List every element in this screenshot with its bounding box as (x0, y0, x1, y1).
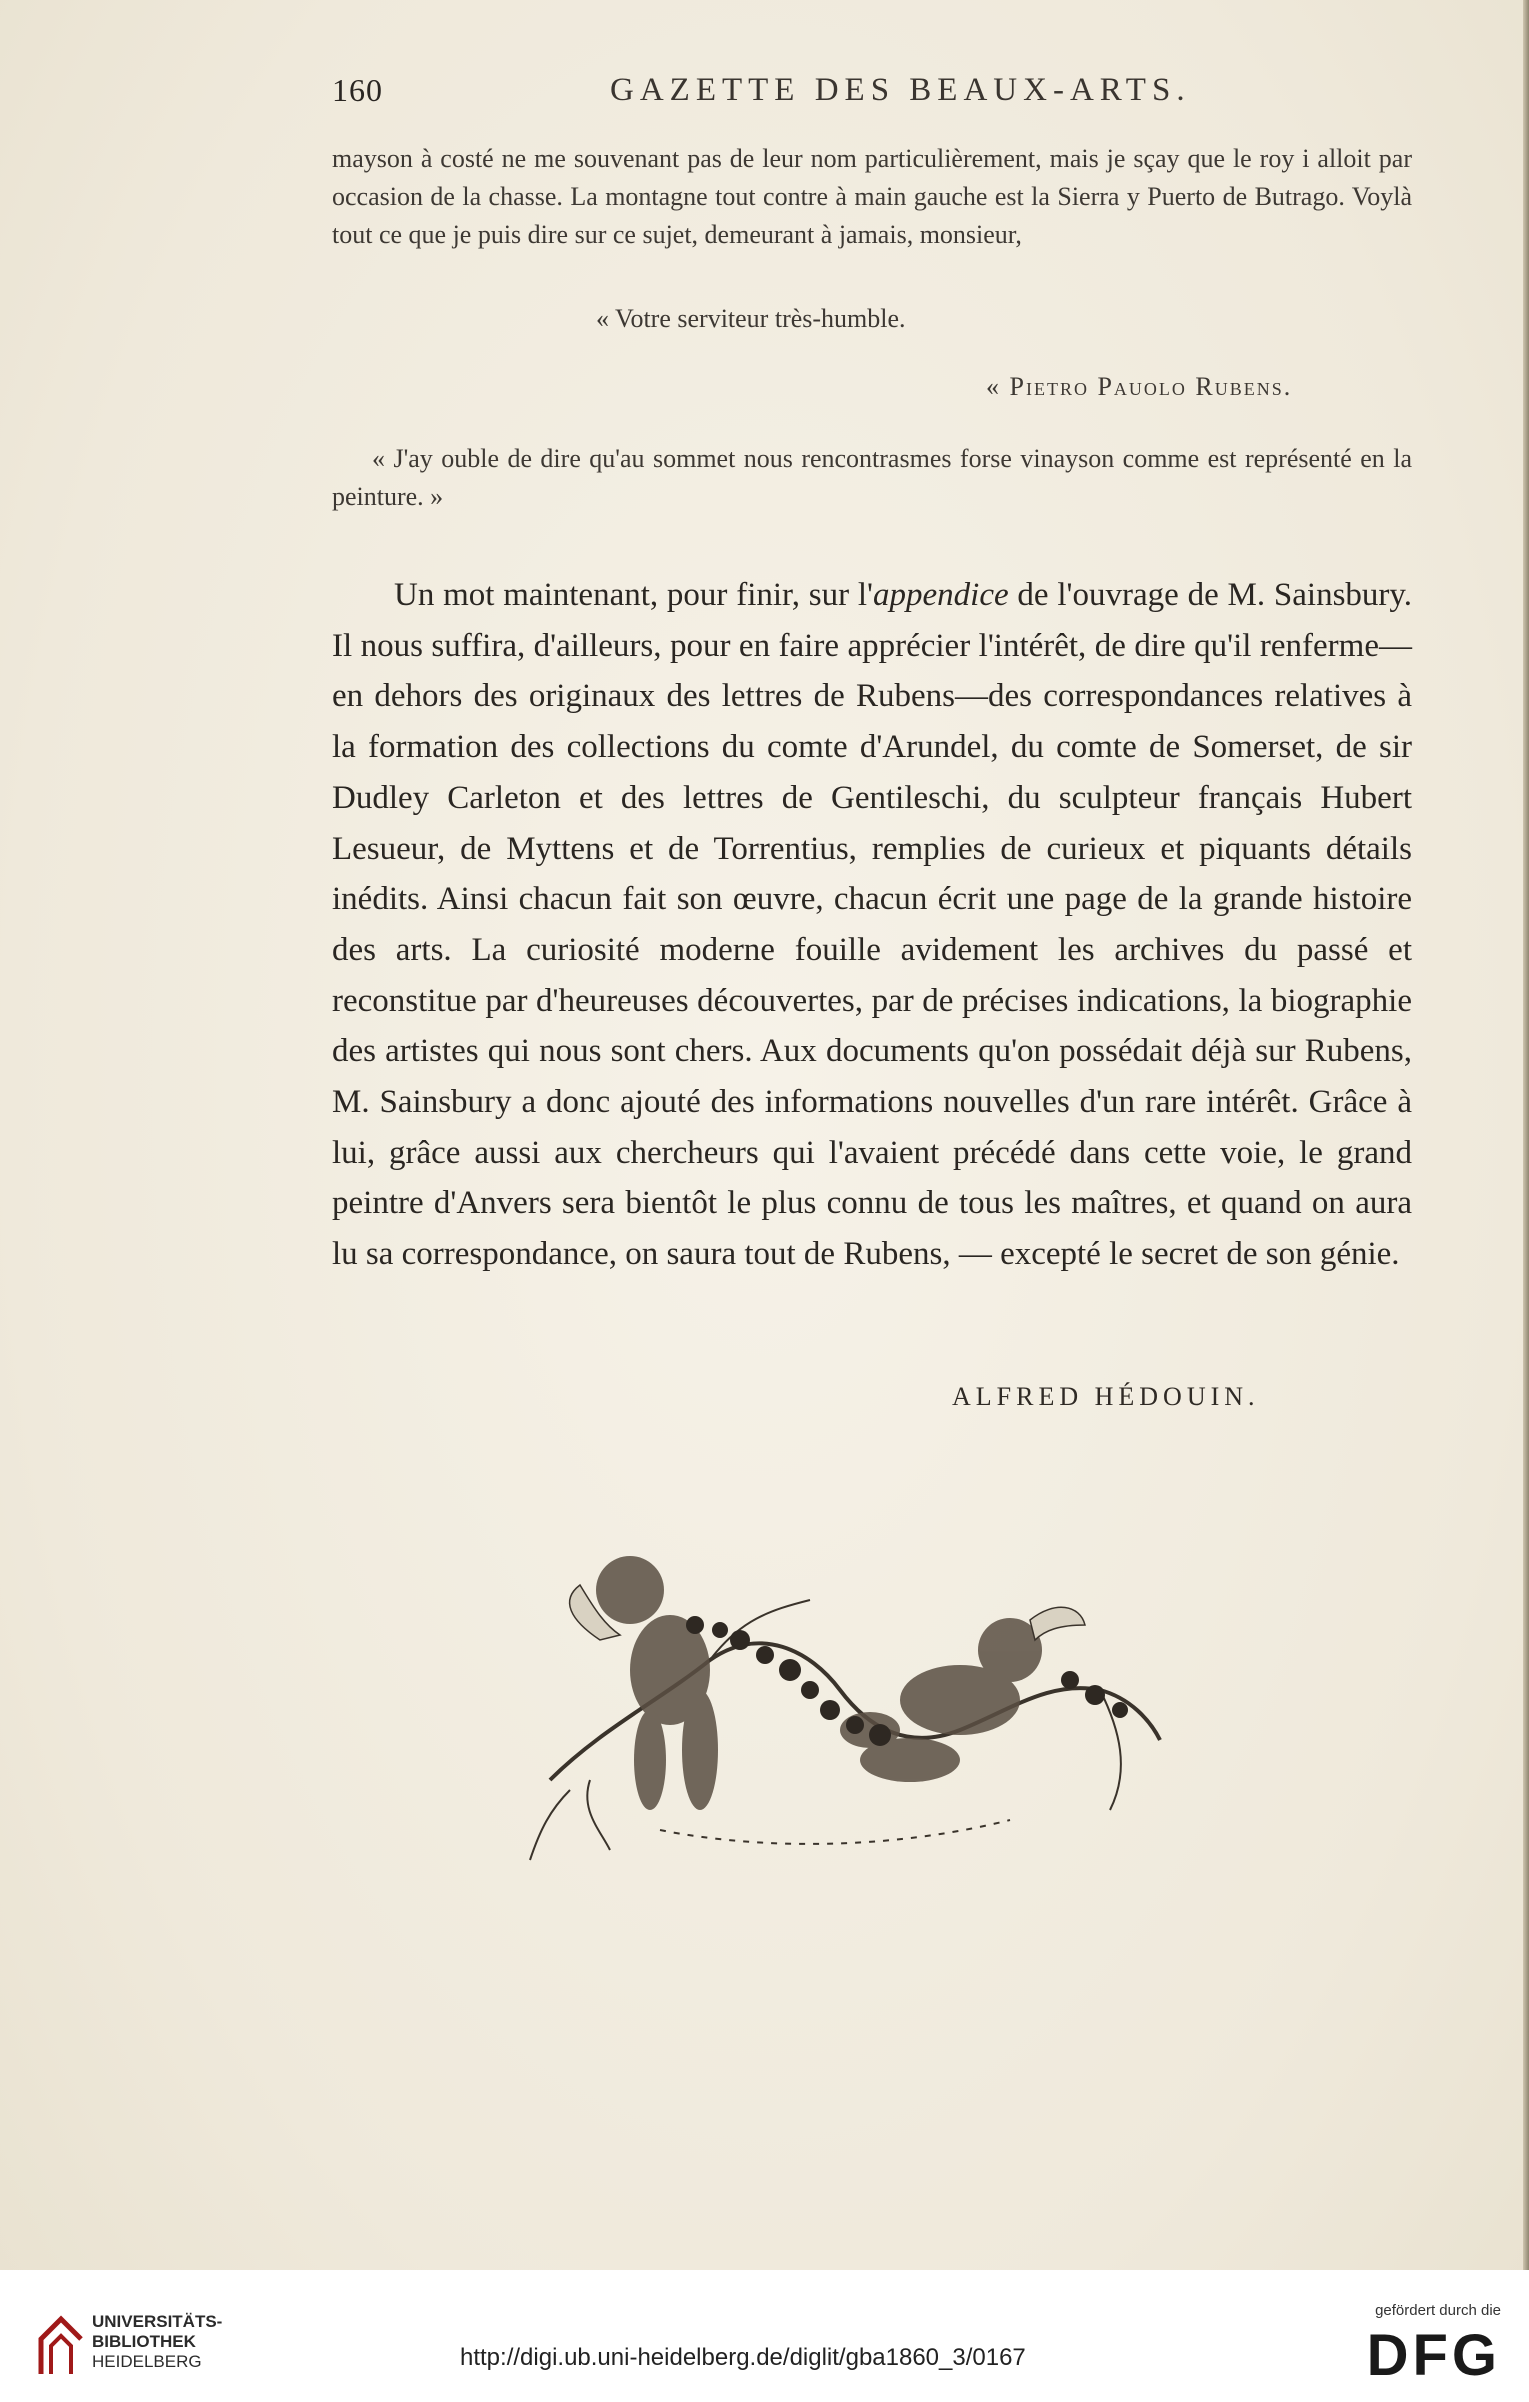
library-name-line: BIBLIOTHEK (92, 2332, 196, 2351)
dfg-logo: DFG (1366, 2323, 1501, 2388)
author-signature: ALFRED HÉDOUIN. (952, 1382, 1260, 1411)
article-italic-word: appendice (873, 577, 1009, 613)
funding-label: gefördert durch die (1375, 2302, 1501, 2319)
journal-title: GAZETTE DES BEAUX-ARTS. (610, 72, 1191, 108)
footer-bar (0, 2270, 1529, 2402)
library-name-line: UNIVERSITÄTS- (92, 2312, 223, 2331)
library-logo-icon (36, 2314, 86, 2376)
letter-paragraph (332, 140, 1412, 254)
article-body (332, 570, 1412, 1280)
page-edge (1523, 0, 1529, 2270)
library-name (92, 2312, 222, 2372)
article-paragraph (332, 570, 1412, 1280)
article-text-start: Un mot maintenant, pour finir, sur l' (394, 577, 874, 613)
library-name-line: HEIDELBERG (92, 2352, 202, 2371)
permalink[interactable]: http://digi.ub.uni-heidelberg.de/diglit/gba1860_3/0167 (460, 2344, 1026, 2371)
letter-signature: « Pietro Pauolo Rubens. (986, 372, 1293, 401)
article-text-rest: de l'ouvrage de M. Sainsbury. Il nous suffira, d'ailleurs, pour en faire apprécier l'intérêt, de dire qu'il renferme—en dehors des originaux des lettres de Rubens—des correspondances relatives à la formation des collections du comte d'Arundel, du comte de Somerset, de sir Dudley Carleton et des lettres de Gentileschi, du sculpteur français Hubert Lesueur, de Myttens et de Torrentius, remplies de curieux et piquants détails inédits. Ainsi chacun fait son œuvre, chacun écrit une page de la grande histoire des arts. La curiosité moderne fouille avidement les archives du passé et reconstitue par d'heureuses découvertes, par de précises indications, la biographie des artistes qui nous sont chers. Aux documents qu'on possédait déjà sur Rubens, M. Sainsbury a donc ajouté des informations nouvelles d'un rare intérêt. Grâce à lui, grâce aussi aux chercheurs qui l'avaient précédé dans cette voie, le grand peintre d'Anvers sera bientôt le plus connu de tous les maîtres, et quand on aura lu sa correspondance, on saura tout de Rubens, — excepté le secret de son génie. (332, 577, 1413, 1273)
letter-closing: « Votre serviteur très-humble. (596, 304, 906, 333)
letter-text: mayson à costé ne me souvenant pas de leur nom particulièrement, mais je sçay que le roy i alloit par occasion de la chasse. La montagne tout contre à main gauche est la Sierra y Puerto de Butrago. Voylà tout ce que je puis dire sur ce sujet, demeurant à jamais, monsieur, (332, 144, 1412, 249)
running-head (0, 72, 1529, 112)
cherubs-garland-illustration (510, 1530, 1170, 1890)
page-number: 160 (332, 72, 383, 108)
letter-postscript: « J'ay ouble de dire qu'au sommet nous rencontrasmes forse vinayson comme est représenté en la peinture. » (332, 444, 1412, 511)
